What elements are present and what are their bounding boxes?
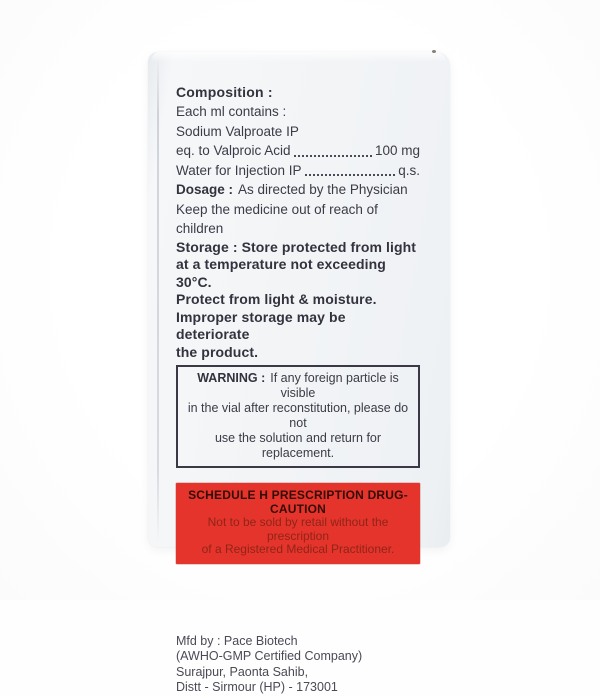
composition-heading: Composition : — [176, 84, 273, 100]
each-ml-contains-line: Each ml contains : — [176, 104, 287, 119]
water-for-injection-row — [176, 161, 420, 181]
warning-line: in the vial after reconstitution, please do not — [187, 401, 409, 430]
warning-label: WARNING : — [197, 371, 266, 385]
leader-label: eq. to Valproic Acid — [176, 143, 291, 158]
dosage-text: As directed by the Physician — [238, 182, 408, 197]
carton-edge-crease — [157, 57, 159, 542]
mfd-line: (AWHO-GMP Certified Company) — [176, 649, 363, 663]
ingredient-name: Sodium Valproate IP — [176, 123, 299, 139]
leader-value: q.s. — [398, 162, 420, 178]
schedule-line: Not to be sold by retail without the prescription — [207, 515, 389, 543]
storage-line: at a temperature not exceeding 30°C. — [176, 256, 386, 290]
storage-line: Improper storage may be deteriorate — [176, 308, 346, 342]
dosage-label: Dosage : — [176, 182, 234, 197]
dust-speck — [432, 50, 436, 53]
storage-line: the product. — [176, 343, 259, 360]
mfd-line: Distt - Sirmour (HP) - 173001 — [176, 680, 338, 694]
mfd-line: Surajpur, Paonta Sahib, — [176, 664, 309, 679]
keep-away-line: Keep the medicine out of reach of children — [176, 201, 378, 236]
carton-top-highlight — [152, 52, 446, 62]
schedule-h-caution-box — [176, 483, 420, 564]
medicine-carton — [148, 52, 450, 694]
dosage-line — [176, 180, 420, 200]
storage-line: Storage : Store protected from light — [176, 238, 417, 255]
back-panel-text — [176, 82, 420, 694]
mfd-line: Mfd by : Pace Biotech — [176, 633, 298, 648]
dotted-leader — [294, 154, 372, 157]
warning-line — [180, 371, 416, 401]
valproic-acid-row — [176, 141, 420, 161]
storage-line: Protect from light & moisture. — [176, 291, 377, 307]
warning-text: If any foreign particle is visible — [270, 371, 399, 400]
leader-value: 100 mg — [374, 143, 420, 158]
leader-label: Water for Injection IP — [176, 162, 302, 178]
schedule-heading: SCHEDULE H PRESCRIPTION DRUG-CAUTION — [188, 488, 408, 516]
warning-line: use the solution and return for replacement. — [214, 431, 382, 460]
dotted-leader — [305, 173, 396, 176]
manufacturer-block — [176, 634, 420, 696]
schedule-line: of a Registered Medical Practitioner. — [201, 542, 395, 556]
warning-box — [176, 365, 420, 468]
